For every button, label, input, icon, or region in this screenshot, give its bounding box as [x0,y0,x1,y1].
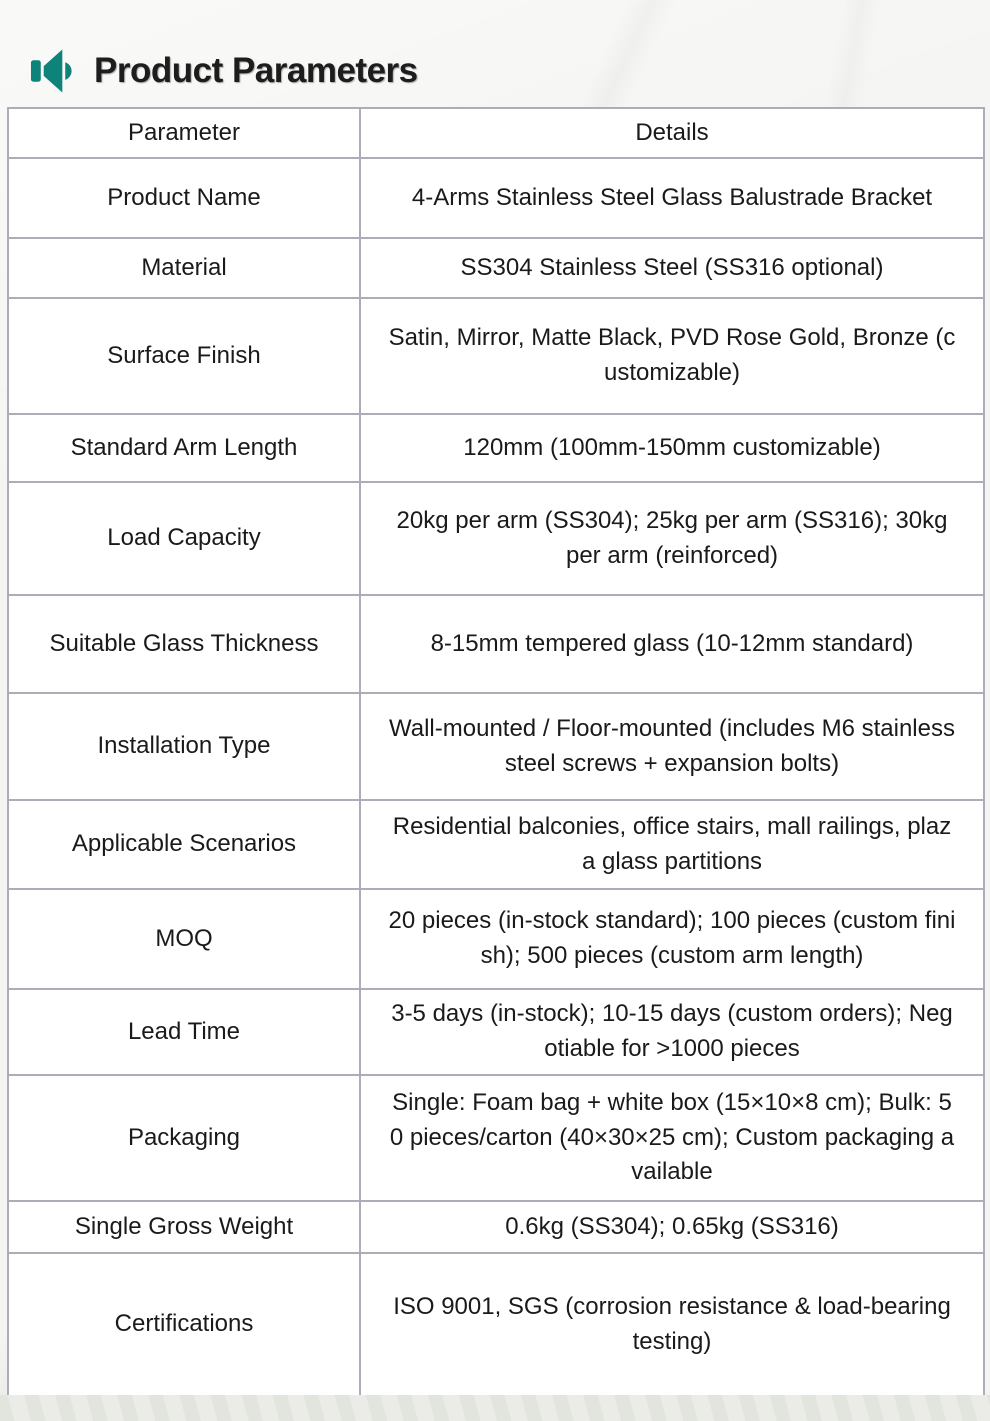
table-row [8,414,984,482]
details-cell: Satin, Mirror, Matte Black, PVD Rose Gold, Bronze (customizable) [360,298,984,414]
table-row [8,693,984,800]
parameter-cell: Installation Type [8,693,360,800]
table-row [8,1201,984,1253]
details-cell: 120mm (100mm-150mm customizable) [360,414,984,482]
table-body [8,158,984,1396]
table-row [8,158,984,238]
speaker-icon [30,46,77,96]
details-cell: 20kg per arm (SS304); 25kg per arm (SS316); 30kg per arm (reinforced) [360,482,984,595]
section-header [30,44,418,98]
table-row [8,1075,984,1201]
parameter-cell: Surface Finish [8,298,360,414]
parameter-cell: Material [8,238,360,298]
parameter-cell: Lead Time [8,989,360,1075]
table-row [8,298,984,414]
details-cell: Single: Foam bag + white box (15×10×8 cm); Bulk: 50 pieces/carton (40×30×25 cm); Custom packaging available [360,1075,984,1201]
table-row [8,482,984,595]
parameter-cell: Suitable Glass Thickness [8,595,360,693]
parameter-cell: Applicable Scenarios [8,800,360,889]
table-row [8,800,984,889]
parameter-cell: Product Name [8,158,360,238]
details-cell: 20 pieces (in-stock standard); 100 pieces (custom finish); 500 pieces (custom arm length) [360,889,984,989]
details-cell: 8-15mm tempered glass (10-12mm standard) [360,595,984,693]
parameter-cell: Load Capacity [8,482,360,595]
parameter-cell: Certifications [8,1253,360,1396]
parameter-cell: Packaging [8,1075,360,1201]
header-row [8,108,984,158]
table-header [8,108,984,158]
table-row [8,595,984,693]
table-row [8,889,984,989]
table-row [8,1253,984,1396]
column-header-details: Details [360,108,984,158]
table-row [8,989,984,1075]
details-cell: Wall-mounted / Floor-mounted (includes M6 stainless steel screws + expansion bolts) [360,693,984,800]
details-cell: 3-5 days (in-stock); 10-15 days (custom orders); Negotiable for >1000 pieces [360,989,984,1075]
details-cell: 4-Arms Stainless Steel Glass Balustrade Bracket [360,158,984,238]
column-header-parameter: Parameter [8,108,360,158]
parameter-cell: Single Gross Weight [8,1201,360,1253]
background-texture-strip [0,1395,990,1421]
page-title: Product Parameters [94,51,418,90]
details-cell: 0.6kg (SS304); 0.65kg (SS316) [360,1201,984,1253]
details-cell: SS304 Stainless Steel (SS316 optional) [360,238,984,298]
parameter-cell: Standard Arm Length [8,414,360,482]
details-cell: Residential balconies, office stairs, mall railings, plaza glass partitions [360,800,984,889]
details-cell: ISO 9001, SGS (corrosion resistance & load-bearing testing) [360,1253,984,1396]
product-parameters-table [7,107,985,1397]
table-row [8,238,984,298]
parameter-cell: MOQ [8,889,360,989]
